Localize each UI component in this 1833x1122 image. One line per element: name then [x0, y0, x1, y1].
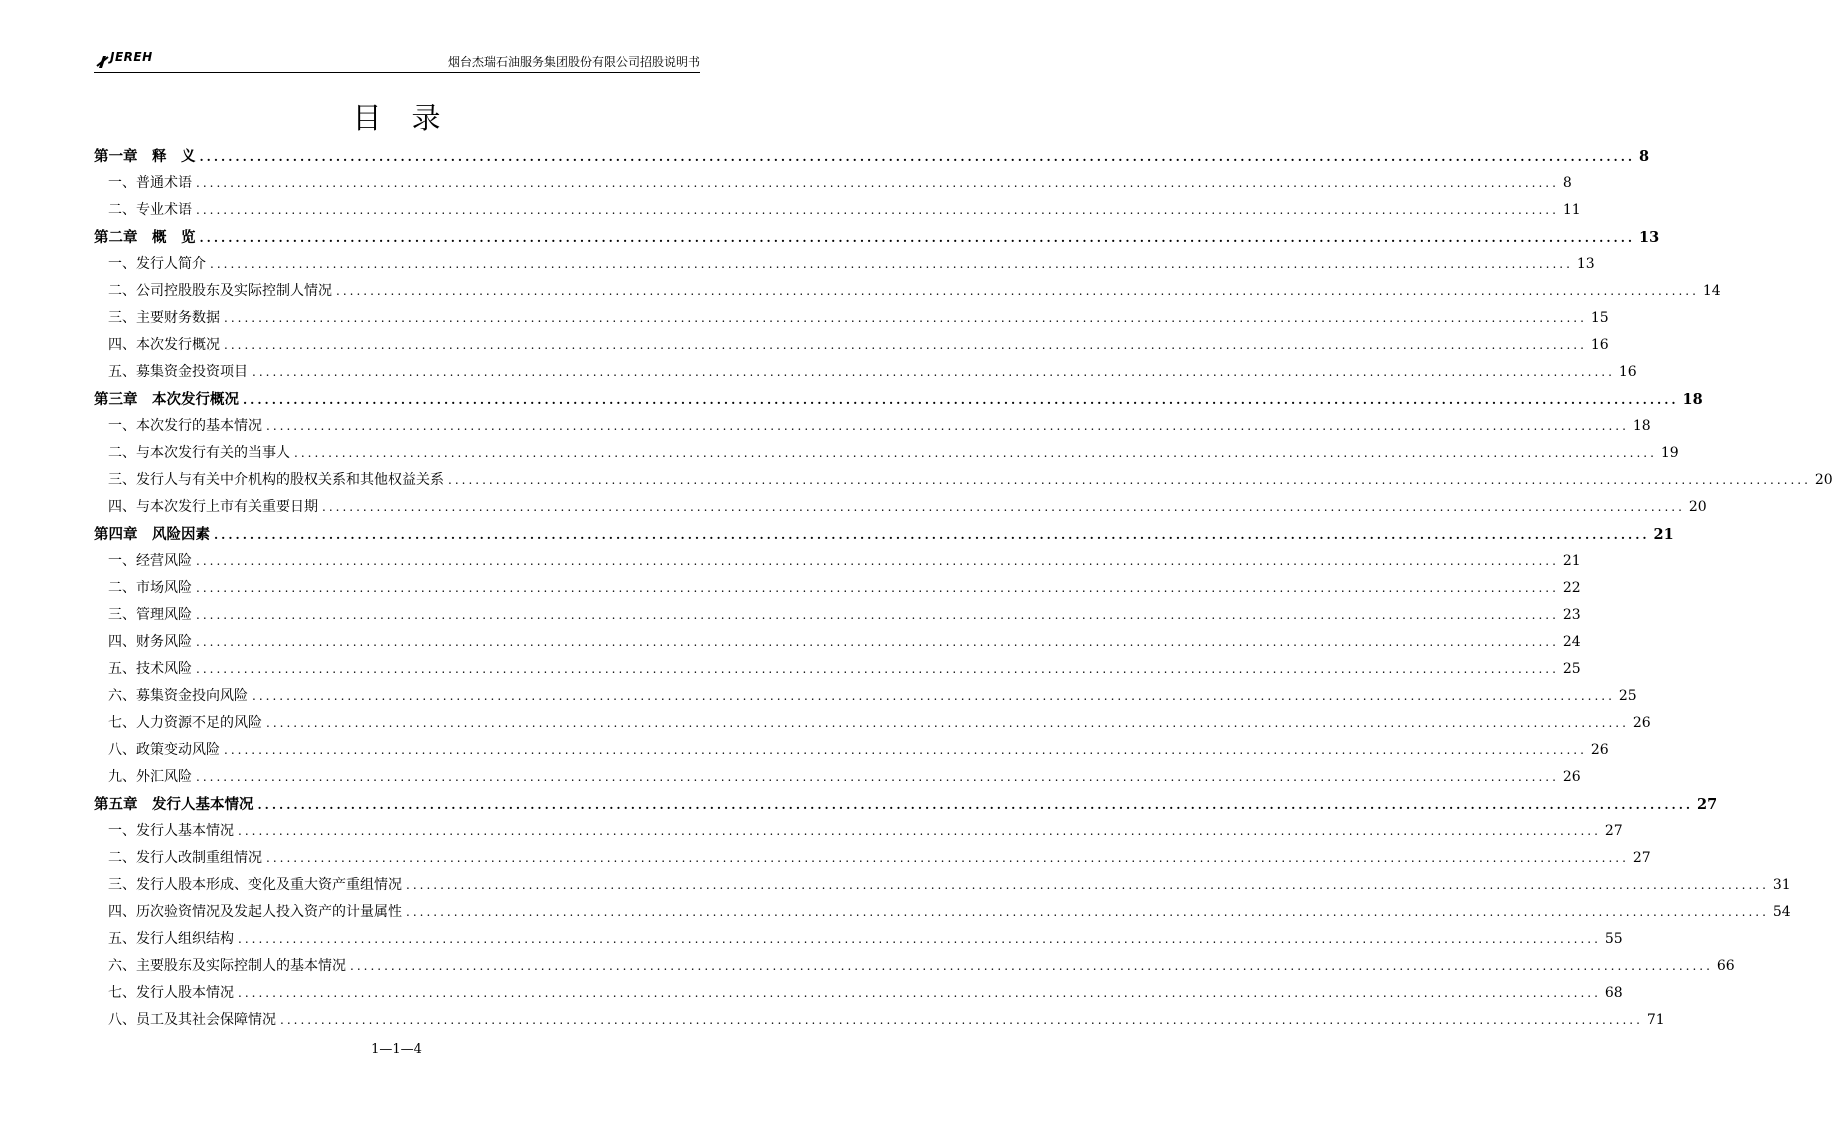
toc-entry-page: 20 — [1688, 499, 1707, 515]
toc-chapter-entry[interactable] — [94, 791, 1718, 818]
toc-section-entry[interactable] — [94, 1007, 1665, 1034]
toc-entry-label: 一、发行人简介 — [108, 256, 206, 272]
toc-entry-label: 三、管理风险 — [108, 607, 192, 623]
page-header — [94, 50, 700, 73]
table-of-contents — [94, 143, 1833, 1034]
toc-entry-page: 26 — [1632, 715, 1651, 731]
toc-section-entry[interactable] — [94, 845, 1651, 872]
toc-leader-dots: ........................................................................................................................................................................................................ — [196, 554, 1559, 568]
toc-leader-dots: ........................................................................................................................................................................................................ — [406, 905, 1769, 919]
toc-entry-label: 四、历次验资情况及发起人投入资产的计量属性 — [108, 904, 402, 920]
toc-entry-page: 24 — [1562, 634, 1581, 650]
toc-section-entry[interactable] — [94, 656, 1581, 683]
toc-leader-dots: ........................................................................................................................................................................................................ — [214, 528, 1650, 542]
toc-section-entry[interactable] — [94, 467, 1833, 494]
toc-entry-page: 25 — [1618, 688, 1637, 704]
toc-entry-label: 一、普通术语 — [108, 175, 192, 191]
toc-entry-page: 18 — [1682, 391, 1703, 408]
logo-text: JEREH — [110, 50, 153, 64]
toc-section-entry[interactable] — [94, 683, 1637, 710]
toc-leader-dots: ........................................................................................................................................................................................................ — [294, 446, 1657, 460]
toc-entry-label: 一、本次发行的基本情况 — [108, 418, 262, 434]
toc-section-entry[interactable] — [94, 764, 1581, 791]
toc-leader-dots: ........................................................................................................................................................................................................ — [196, 608, 1559, 622]
toc-entry-label: 二、与本次发行有关的当事人 — [108, 445, 290, 461]
toc-entry-label: 五、技术风险 — [108, 661, 192, 677]
toc-leader-dots: ........................................................................................................................................................................................................ — [196, 770, 1559, 784]
toc-entry-page: 27 — [1632, 850, 1651, 866]
toc-entry-label: 七、人力资源不足的风险 — [108, 715, 262, 731]
toc-leader-dots: ........................................................................................................................................................................................................ — [322, 500, 1685, 514]
toc-section-entry[interactable] — [94, 710, 1651, 737]
toc-leader-dots: ........................................................................................................................................................................................................ — [280, 1013, 1643, 1027]
document-title: 烟台杰瑞石油服务集团股份有限公司招股说明书 — [447, 55, 700, 69]
toc-leader-dots: ........................................................................................................................................................................................................ — [266, 419, 1629, 433]
toc-chapter-entry[interactable] — [94, 224, 1660, 251]
toc-leader-dots: ........................................................................................................................................................................................................ — [266, 851, 1629, 865]
toc-leader-dots: ........................................................................................................................................................................................................ — [243, 393, 1679, 407]
page-title: 目录 — [352, 101, 471, 135]
toc-section-entry[interactable] — [94, 548, 1581, 575]
toc-section-entry[interactable] — [94, 278, 1721, 305]
toc-section-entry[interactable] — [94, 413, 1651, 440]
toc-section-entry[interactable] — [94, 737, 1609, 764]
toc-section-entry[interactable] — [94, 575, 1581, 602]
toc-entry-label: 四、本次发行概况 — [108, 337, 220, 353]
toc-entry-page: 22 — [1562, 580, 1581, 596]
toc-leader-dots: ........................................................................................................................................................................................................ — [196, 662, 1559, 676]
toc-leader-dots: ........................................................................................................................................................................................................ — [196, 176, 1559, 190]
toc-chapter-entry[interactable] — [94, 143, 1650, 170]
toc-entry-page: 26 — [1562, 769, 1581, 785]
toc-leader-dots: ........................................................................................................................................................................................................ — [238, 986, 1601, 1000]
toc-entry-label: 二、专业术语 — [108, 202, 192, 218]
toc-entry-page: 21 — [1562, 553, 1581, 569]
toc-section-entry[interactable] — [94, 899, 1791, 926]
toc-entry-page: 13 — [1576, 256, 1595, 272]
toc-entry-label: 三、发行人股本形成、变化及重大资产重组情况 — [108, 877, 402, 893]
toc-entry-page: 26 — [1590, 742, 1609, 758]
toc-section-entry[interactable] — [94, 197, 1581, 224]
toc-entry-page: 8 — [1639, 148, 1650, 165]
toc-section-entry[interactable] — [94, 440, 1679, 467]
toc-entry-page: 25 — [1562, 661, 1581, 677]
toc-chapter-entry[interactable] — [94, 521, 1674, 548]
toc-entry-page: 20 — [1814, 472, 1833, 488]
toc-section-entry[interactable] — [94, 170, 1572, 197]
toc-entry-label: 五、募集资金投资项目 — [108, 364, 248, 380]
toc-leader-dots: ........................................................................................................................................................................................................ — [336, 284, 1699, 298]
toc-entry-label: 三、发行人与有关中介机构的股权关系和其他权益关系 — [108, 472, 444, 488]
toc-entry-label: 第四章 风险因素 — [94, 526, 210, 543]
toc-entry-label: 第五章 发行人基本情况 — [94, 796, 254, 813]
toc-leader-dots: ........................................................................................................................................................................................................ — [238, 824, 1601, 838]
toc-entry-label: 七、发行人股本情况 — [108, 985, 234, 1001]
toc-entry-page: 11 — [1562, 202, 1581, 218]
toc-entry-page: 55 — [1604, 931, 1623, 947]
toc-entry-label: 八、政策变动风险 — [108, 742, 220, 758]
toc-leader-dots: ........................................................................................................................................................................................................ — [224, 311, 1587, 325]
toc-entry-page: 14 — [1702, 283, 1721, 299]
toc-leader-dots: ........................................................................................................................................................................................................ — [224, 338, 1587, 352]
toc-leader-dots: ........................................................................................................................................................................................................ — [196, 635, 1559, 649]
toc-leader-dots: ........................................................................................................................................................................................................ — [196, 581, 1559, 595]
toc-leader-dots: ........................................................................................................................................................................................................ — [257, 798, 1694, 812]
toc-entry-label: 六、主要股东及实际控制人的基本情况 — [108, 958, 346, 974]
toc-entry-page: 54 — [1772, 904, 1791, 920]
toc-entry-page: 19 — [1660, 445, 1679, 461]
toc-leader-dots: ........................................................................................................................................................................................................ — [252, 689, 1615, 703]
toc-entry-label: 五、发行人组织结构 — [108, 931, 234, 947]
toc-section-entry[interactable] — [94, 251, 1595, 278]
toc-chapter-entry[interactable] — [94, 386, 1703, 413]
toc-entry-label: 第一章 释 义 — [94, 148, 196, 165]
toc-entry-label: 四、财务风险 — [108, 634, 192, 650]
toc-section-entry[interactable] — [94, 818, 1623, 845]
toc-entry-page: 66 — [1716, 958, 1735, 974]
toc-entry-label: 二、公司控股股东及实际控制人情况 — [108, 283, 332, 299]
toc-section-entry[interactable] — [94, 359, 1637, 386]
toc-entry-label: 四、与本次发行上市有关重要日期 — [108, 499, 318, 515]
toc-entry-page: 16 — [1618, 364, 1637, 380]
toc-entry-page: 18 — [1632, 418, 1651, 434]
toc-entry-label: 一、发行人基本情况 — [108, 823, 234, 839]
toc-section-entry[interactable] — [94, 926, 1623, 953]
toc-section-entry[interactable] — [94, 872, 1791, 899]
toc-entry-page: 23 — [1562, 607, 1581, 623]
toc-leader-dots: ........................................................................................................................................................................................................ — [199, 231, 1636, 245]
toc-section-entry[interactable] — [94, 494, 1707, 521]
toc-entry-page: 27 — [1697, 796, 1718, 813]
toc-entry-label: 二、市场风险 — [108, 580, 192, 596]
toc-leader-dots: ........................................................................................................................................................................................................ — [266, 716, 1629, 730]
toc-entry-page: 15 — [1590, 310, 1609, 326]
toc-entry-page: 68 — [1604, 985, 1623, 1001]
toc-entry-label: 三、主要财务数据 — [108, 310, 220, 326]
toc-leader-dots: ........................................................................................................................................................................................................ — [350, 959, 1713, 973]
toc-leader-dots: ........................................................................................................................................................................................................ — [196, 203, 1559, 217]
toc-section-entry[interactable] — [94, 953, 1735, 980]
toc-entry-page: 21 — [1653, 526, 1674, 543]
toc-section-entry[interactable] — [94, 332, 1609, 359]
toc-leader-dots: ........................................................................................................................................................................................................ — [224, 743, 1587, 757]
toc-entry-page: 16 — [1590, 337, 1609, 353]
toc-entry-label: 第三章 本次发行概况 — [94, 391, 239, 408]
toc-entry-label: 一、经营风险 — [108, 553, 192, 569]
toc-entry-page: 71 — [1646, 1012, 1665, 1028]
page-number: 1—1—4 — [371, 1042, 422, 1057]
toc-entry-page: 8 — [1562, 175, 1572, 191]
toc-leader-dots: ........................................................................................................................................................................................................ — [210, 257, 1573, 271]
toc-entry-page: 13 — [1639, 229, 1660, 246]
toc-section-entry[interactable] — [94, 629, 1581, 656]
toc-entry-page: 31 — [1772, 877, 1791, 893]
toc-leader-dots: ........................................................................................................................................................................................................ — [238, 932, 1601, 946]
toc-entry-page: 27 — [1604, 823, 1623, 839]
toc-section-entry[interactable] — [94, 980, 1623, 1007]
toc-leader-dots: ........................................................................................................................................................................................................ — [406, 878, 1769, 892]
toc-leader-dots: ........................................................................................................................................................................................................ — [199, 150, 1636, 164]
toc-leader-dots: ........................................................................................................................................................................................................ — [252, 365, 1615, 379]
toc-section-entry[interactable] — [94, 602, 1581, 629]
toc-entry-label: 第二章 概 览 — [94, 229, 196, 246]
toc-entry-label: 六、募集资金投向风险 — [108, 688, 248, 704]
toc-section-entry[interactable] — [94, 305, 1609, 332]
toc-entry-label: 九、外汇风险 — [108, 769, 192, 785]
toc-leader-dots: ........................................................................................................................................................................................................ — [448, 473, 1811, 487]
toc-entry-label: 八、员工及其社会保障情况 — [108, 1012, 276, 1028]
toc-entry-label: 二、发行人改制重组情况 — [108, 850, 262, 866]
